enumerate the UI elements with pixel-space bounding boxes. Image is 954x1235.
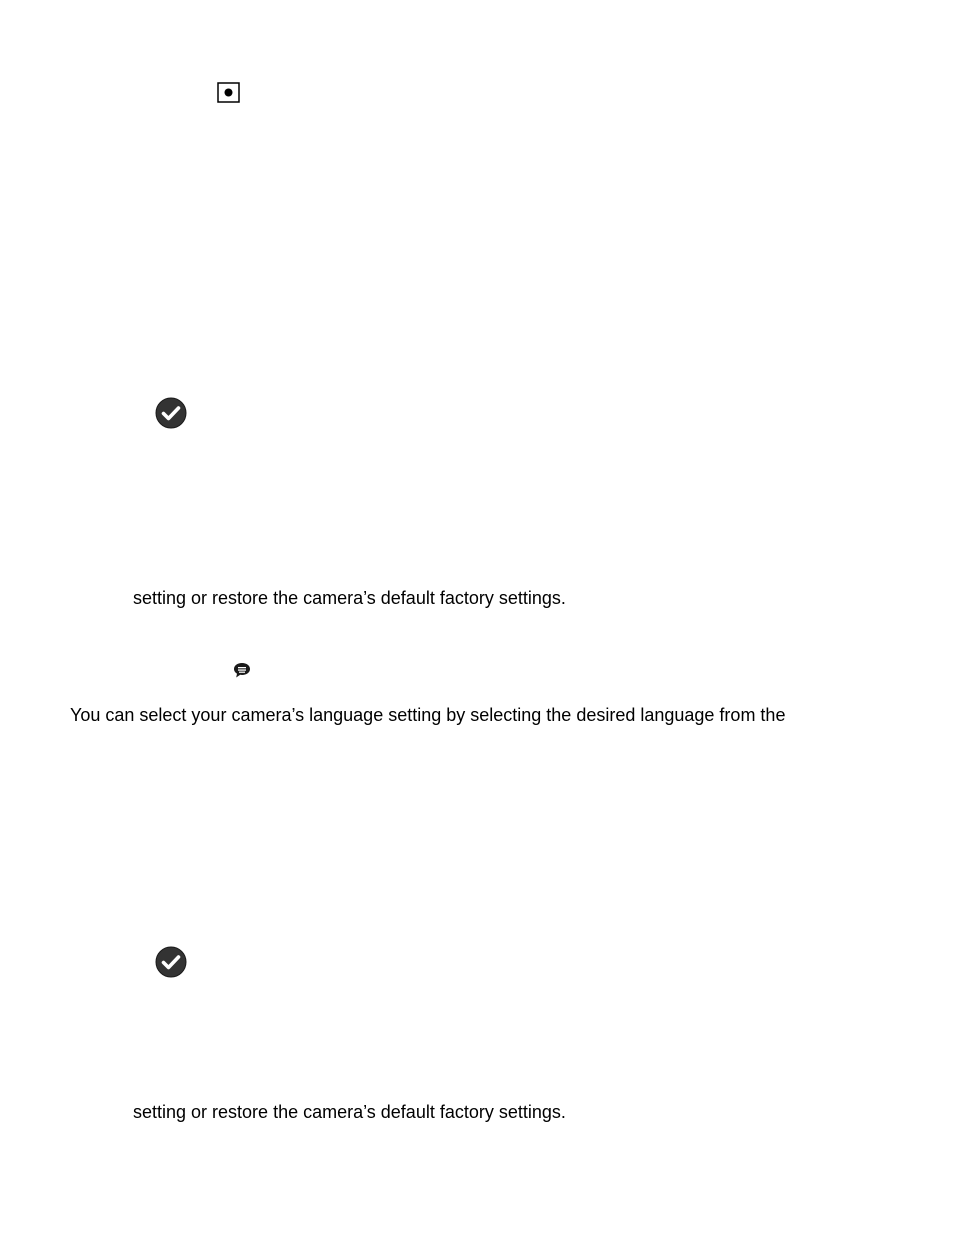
language-intro-text: You can select your camera’s language setting by selecting the desired language from the xyxy=(70,705,786,725)
factory-settings-note: setting or restore the camera’s default factory settings. xyxy=(133,588,566,608)
factory-settings-note: setting or restore the camera’s default factory settings. xyxy=(133,1102,566,1122)
speech-bubble-icon xyxy=(233,662,251,679)
checkmark-circle-icon xyxy=(155,946,187,978)
spot-metering-icon xyxy=(217,82,240,103)
checkmark-circle-icon xyxy=(155,397,187,429)
